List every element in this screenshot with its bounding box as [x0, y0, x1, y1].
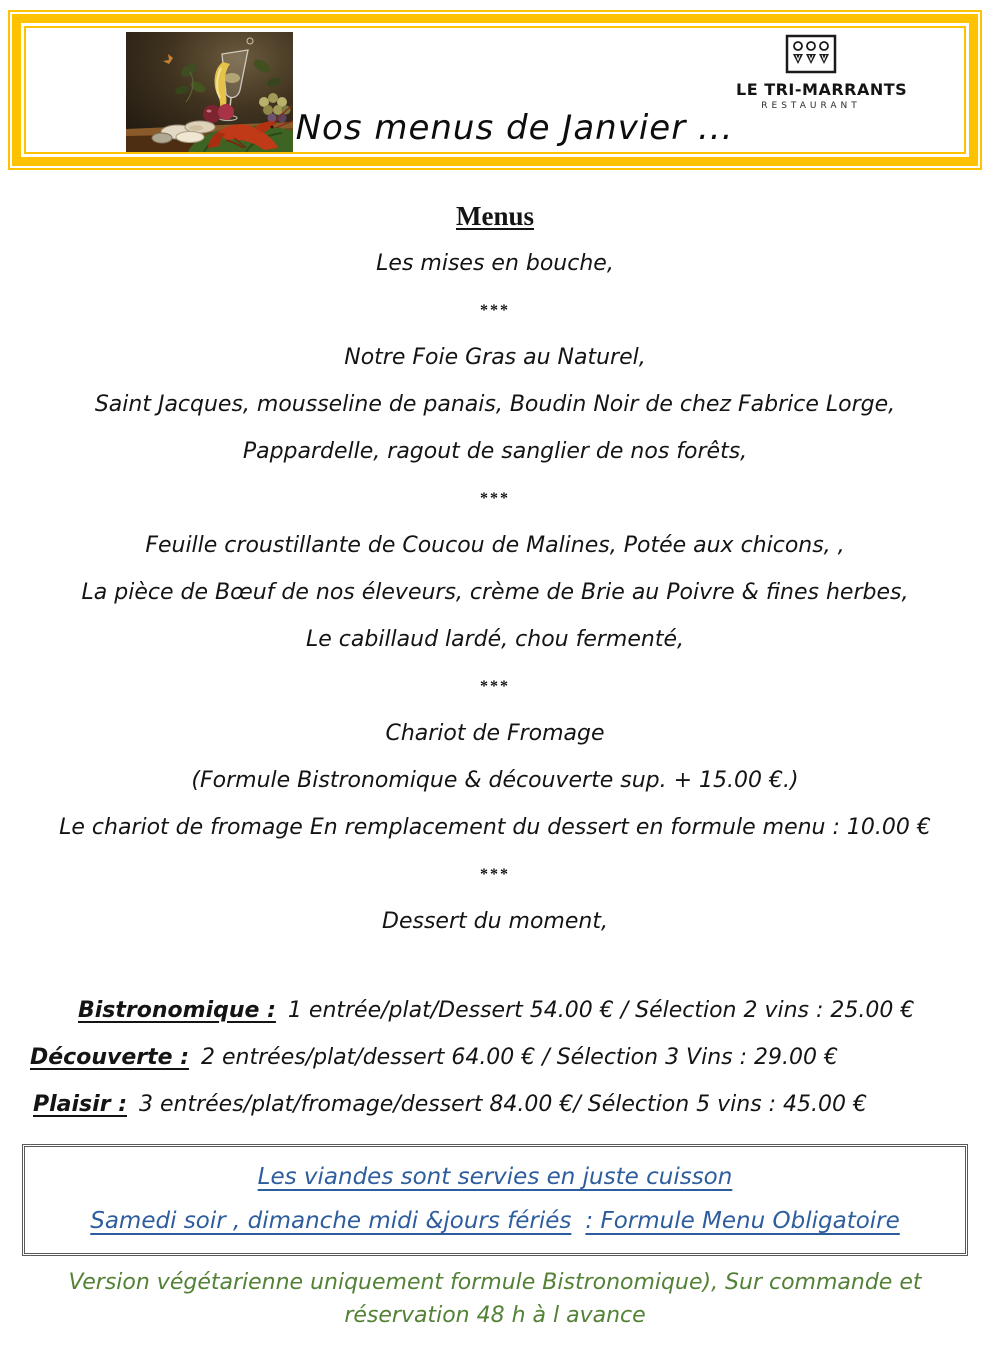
still-life-painting — [126, 32, 293, 152]
formula-decouverte — [0, 1034, 990, 1081]
formula-plaisir — [0, 1081, 990, 1128]
footnote-line: réservation 48 h à l avance — [344, 1303, 646, 1328]
page-title: Nos menus de Janvier ... — [295, 108, 734, 148]
menu-line: Chariot de Fromage — [385, 721, 605, 746]
logo-name: LE TRI-MARRANTS — [736, 80, 908, 99]
menu-line: Notre Foie Gras au Naturel, — [344, 345, 646, 370]
menu-line: Saint Jacques, mousseline de panais, Boudin Noir de chez Fabrice Lorge, — [94, 392, 896, 417]
menu-line: Le cabillaud lardé, chou fermenté, — [306, 627, 684, 652]
formula-label: Bistronomique : — [78, 998, 276, 1023]
logo-subtitle: RESTAURANT — [761, 101, 861, 111]
notice-line-cuisson: Les viandes sont servies en juste cuisson — [257, 1164, 733, 1190]
menu-line: Pappardelle, ragout de sanglier de nos forêts, — [242, 439, 748, 464]
menu-line: Le chariot de fromage En remplacement du dessert en formule menu : 10.00 € — [59, 815, 931, 840]
formula-text: 3 entrées/plat/fromage/dessert 84.00 €/ Sélection 5 vins : 45.00 € — [139, 1092, 868, 1117]
formula-text: 1 entrée/plat/Dessert 54.00 € / Sélection 2 vins : 25.00 € — [287, 998, 915, 1023]
formula-label: Plaisir : — [33, 1092, 127, 1117]
course-separator: *** — [480, 866, 510, 883]
formula-list — [0, 987, 990, 1128]
formula-bistronomique — [0, 987, 990, 1034]
formula-label: Découverte : — [30, 1045, 190, 1070]
course-separator: *** — [480, 490, 510, 507]
menu-line: Les mises en bouche, — [376, 251, 614, 276]
formula-text: 2 entrées/plat/dessert 64.00 € / Sélection 3 Vins : 29.00 € — [201, 1045, 838, 1070]
restaurant-logo — [736, 34, 908, 152]
menu-body — [0, 193, 990, 945]
notice-box — [22, 1144, 968, 1256]
footnote-line: Version végétarienne uniquement formule Bistronomique), Sur commande et — [68, 1270, 922, 1295]
menu-line: Feuille croustillante de Coucou de Malines, Potée aux chicons, , — [145, 533, 845, 558]
vegetarian-footnote — [0, 1266, 990, 1332]
still-life-painting-image — [126, 32, 293, 152]
notice-line-formule-obligatoire: Samedi soir , dimanche midi &jours fériés : Formule Menu Obligatoire — [90, 1208, 900, 1234]
menu-line: Dessert du moment, — [382, 909, 608, 934]
course-separator: *** — [480, 678, 510, 695]
menu-line: La pièce de Bœuf de nos éleveurs, crème de Brie au Poivre & fines herbes, — [81, 580, 909, 605]
menu-line: (Formule Bistronomique & découverte sup. + 15.00 €.) — [191, 768, 799, 793]
header-frame — [8, 10, 982, 170]
menus-heading: Menus — [455, 201, 534, 231]
three-figures-icon — [785, 34, 837, 78]
course-separator: *** — [480, 302, 510, 319]
